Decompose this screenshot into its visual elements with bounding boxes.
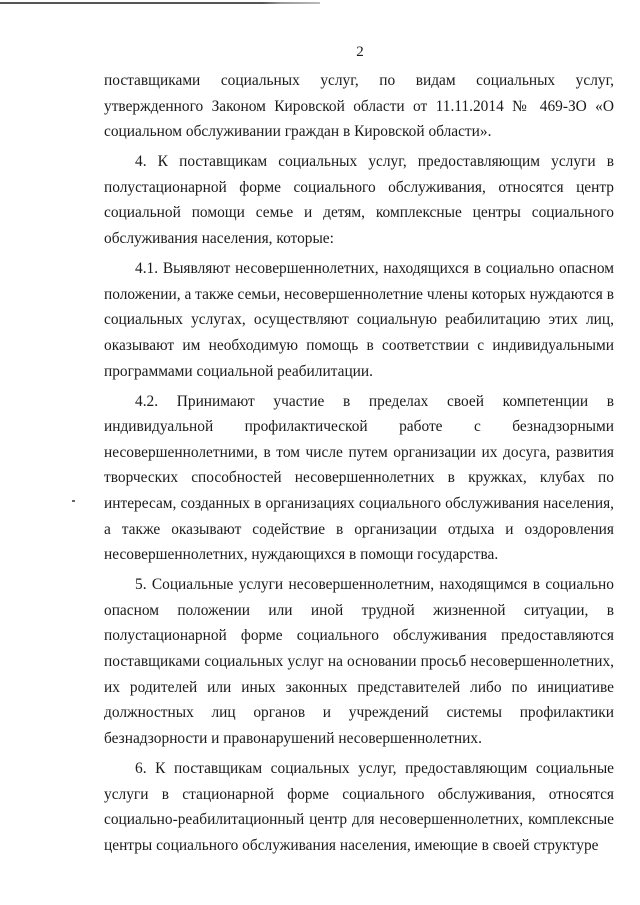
paragraph-item-6: 6. К поставщикам социальных услуг, предоставляющим социальные услуги в стационарной форме социального обслуживания, относятся социально-реабилитационный центр для несовершеннолетних, комплексные центры социального обслуживания населения, имеющие в своей структуре bbox=[104, 759, 614, 854]
paragraph-item-4-2: 4.2. Принимают участие в пределах своей компетенции в индивидуальной профилактической работе с безнадзорными несовершеннолетними, в том числе путем организации их досуга, развития творческих способностей несовершеннолетних в кружках, клубах по интересам, созданных в организациях социального обслуживания населения, а также оказывают содействие в организации отдыха и оздоровления несовершеннолетних, нуждающихся в помощи государства. bbox=[104, 392, 614, 564]
paragraph-item-5: 5. Социальные услуги несовершеннолетним, находящимся в социально опасном положении или иной трудной жизненной ситуации, в полустационарной форме социального обслуживания предоставляются поставщиками социальных услуг на основании просьб несовершеннолетних, их родителей или иных законных представителей либо по инициативе должностных лиц органов и учреждений системы профилактики безнадзорности и правонарушений несовершеннолетних. bbox=[104, 576, 614, 747]
margin-mark bbox=[72, 500, 75, 502]
paragraph-item-4-1: 4.1. Выявляют несовершеннолетних, находящихся в социально опасном положении, а также семьи, несовершеннолетние члены которых нуждаются в социальных услугах, осуществляют социальную реабилитацию этих лиц, оказывают им необходимую помощь в соответствии с индивидуальными программами социальной реабилитации. bbox=[104, 260, 614, 380]
paragraph-item-4: 4. К поставщикам социальных услуг, предоставляющим услуги в полустационарной форме социального обслуживания, относятся центр социальной помощи семье и детям, комплексные центры социального обслуживания населения, которые: bbox=[104, 153, 614, 248]
top-rule bbox=[0, 2, 320, 4]
document-body bbox=[104, 68, 614, 858]
page-number: 2 bbox=[356, 44, 364, 60]
paragraph-continuation: поставщиками социальных услуг, по видам социальных услуг, утвержденного Законом Кировской области от 11.11.2014 № 469-ЗО «О социальном обслуживании граждан в Кировской области». bbox=[104, 72, 614, 141]
